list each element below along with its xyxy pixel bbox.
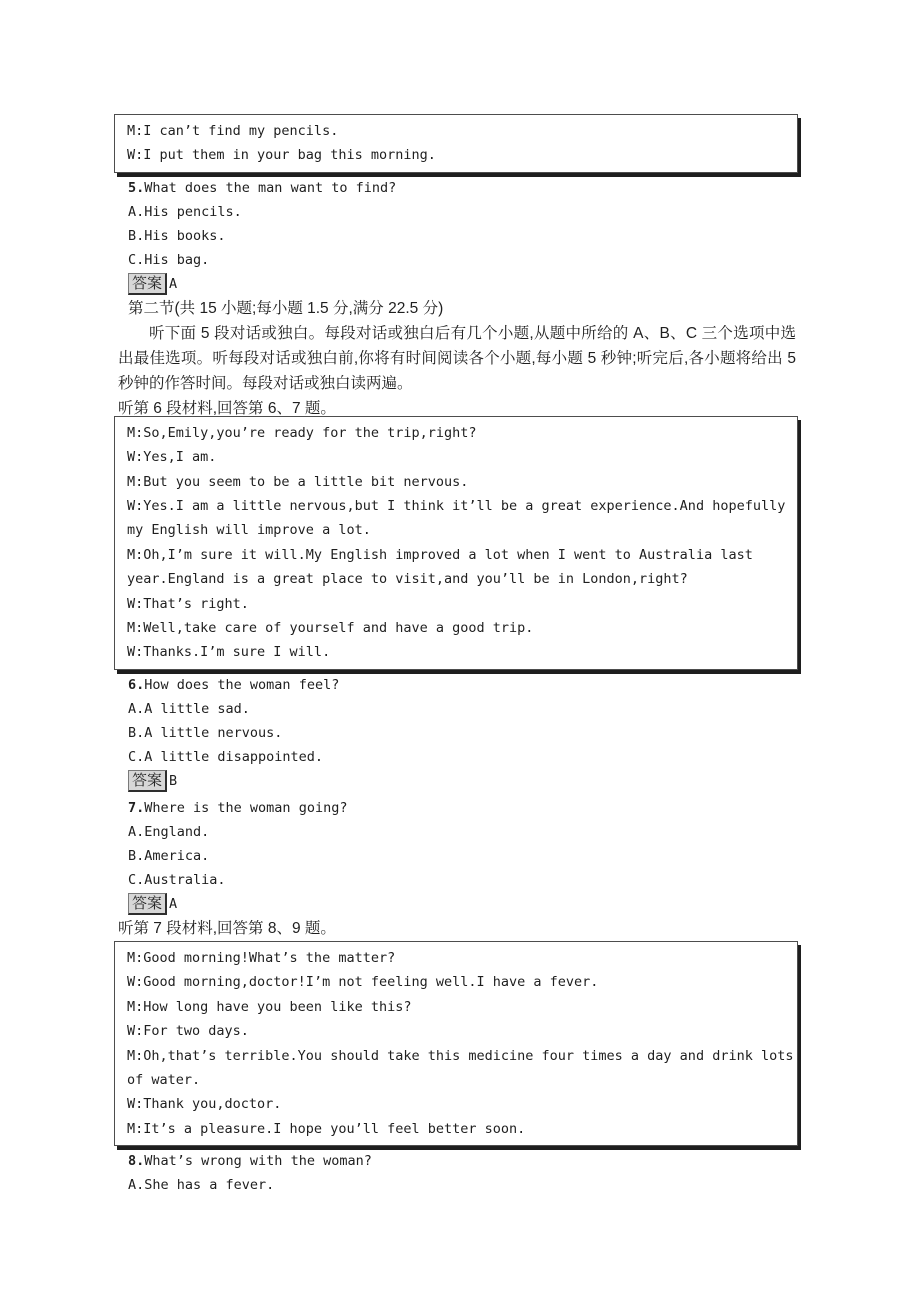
dialogue-line: W:Good morning,doctor!I’m not feeling well.I have a fever. [127, 974, 599, 991]
answer-letter: A [169, 895, 178, 912]
dialogue-line: M:Good morning!What’s the matter? [127, 949, 396, 966]
dialogue-line: W:Thank you,doctor. [127, 1096, 282, 1113]
dialogue-line: M:Well,take care of yourself and have a good trip. [127, 620, 534, 637]
answer-badge: 答案 [128, 273, 167, 295]
answer-badge: 答案 [128, 893, 167, 915]
dialogue-line: M:But you seem to be a little bit nervous. [127, 473, 469, 490]
answer-letter: B [169, 772, 178, 789]
option-a: A.England. [128, 823, 210, 840]
section-instructions: 听下面 5 段对话或独白。每段对话或独白后有几个小题,从题中所给的 A、B、C 三个选项中选出最佳选项。听每段对话或独白前,你将有时间阅读各个小题,每小题 5 秒钟;听完后,各小题将给出 5 秒钟的作答时间。每段对话或独白读两遍。 [118, 324, 796, 392]
question-7 [114, 796, 804, 916]
question-number: 8. [128, 1153, 145, 1170]
section-heading: 第二节(共 15 小题;每小题 1.5 分,满分 22.5 分) [128, 299, 444, 317]
question-text: 8.What’s wrong with the woman? [128, 1153, 372, 1170]
question-number: 6. [128, 676, 145, 693]
question-8 [114, 1149, 804, 1197]
question-text: 7.Where is the woman going? [128, 799, 348, 816]
dialogue-line: M:I can’t find my pencils. [127, 123, 339, 139]
option-c: C.Australia. [128, 871, 226, 888]
dialogue-line: W:Thanks.I’m sure I will. [127, 644, 331, 661]
dialogue-line: M:Oh,that’s terrible.You should take this medicine four times a day and drink lots of water. [127, 1047, 794, 1088]
dialogue-line: W:That’s right. [127, 595, 249, 612]
content-column [114, 114, 804, 1197]
dialogue-line: M:So,Emily,you’re ready for the trip,right? [127, 424, 477, 441]
option-a: A.A little sad. [128, 700, 250, 717]
listen-prompt-6: 听第 6 段材料,回答第 6、7 题。 [118, 399, 336, 417]
option-b: B.America. [128, 847, 210, 864]
option-b: B.A little nervous. [128, 724, 283, 741]
question-text: 5.What does the man want to find? [128, 179, 397, 196]
question-number: 7. [128, 799, 145, 816]
dialogue-line: M:Oh,I’m sure it will.My English improved a lot when I went to Australia last year.England is a great place to visit,and you’ll be in London,right? [127, 546, 753, 588]
dialogue-line: W:Yes.I am a little nervous,but I think it’ll be a great experience.And hopefully my English will improve a lot. [127, 498, 786, 539]
answer-line [114, 892, 804, 916]
answer-badge: 答案 [128, 770, 167, 792]
answer-line [114, 272, 804, 296]
dialogue-box-q5 [114, 114, 798, 173]
dialogue-box-q6-q7 [114, 416, 798, 670]
option-b: B.His books. [128, 227, 226, 244]
option-a: A.She has a fever. [128, 1177, 275, 1194]
question-5 [114, 176, 804, 296]
question-number: 5. [128, 179, 145, 196]
question-text: 6.How does the woman feel? [128, 676, 340, 693]
dialogue-line: W:For two days. [127, 1023, 249, 1040]
answer-line [114, 769, 804, 793]
dialogue-box-q8-q9 [114, 941, 798, 1146]
dialogue-line: W:I put them in your bag this morning. [127, 147, 436, 164]
dialogue-line: M:How long have you been like this? [127, 998, 412, 1015]
dialogue-line: M:It’s a pleasure.I hope you’ll feel better soon. [127, 1120, 526, 1137]
option-c: C.A little disappointed. [128, 748, 324, 765]
listen-prompt-7: 听第 7 段材料,回答第 8、9 题。 [118, 919, 336, 937]
option-c: C.His bag. [128, 251, 210, 268]
question-6 [114, 673, 804, 793]
dialogue-line: W:Yes,I am. [127, 449, 217, 466]
answer-letter: A [169, 275, 178, 292]
option-a: A.His pencils. [128, 203, 242, 220]
